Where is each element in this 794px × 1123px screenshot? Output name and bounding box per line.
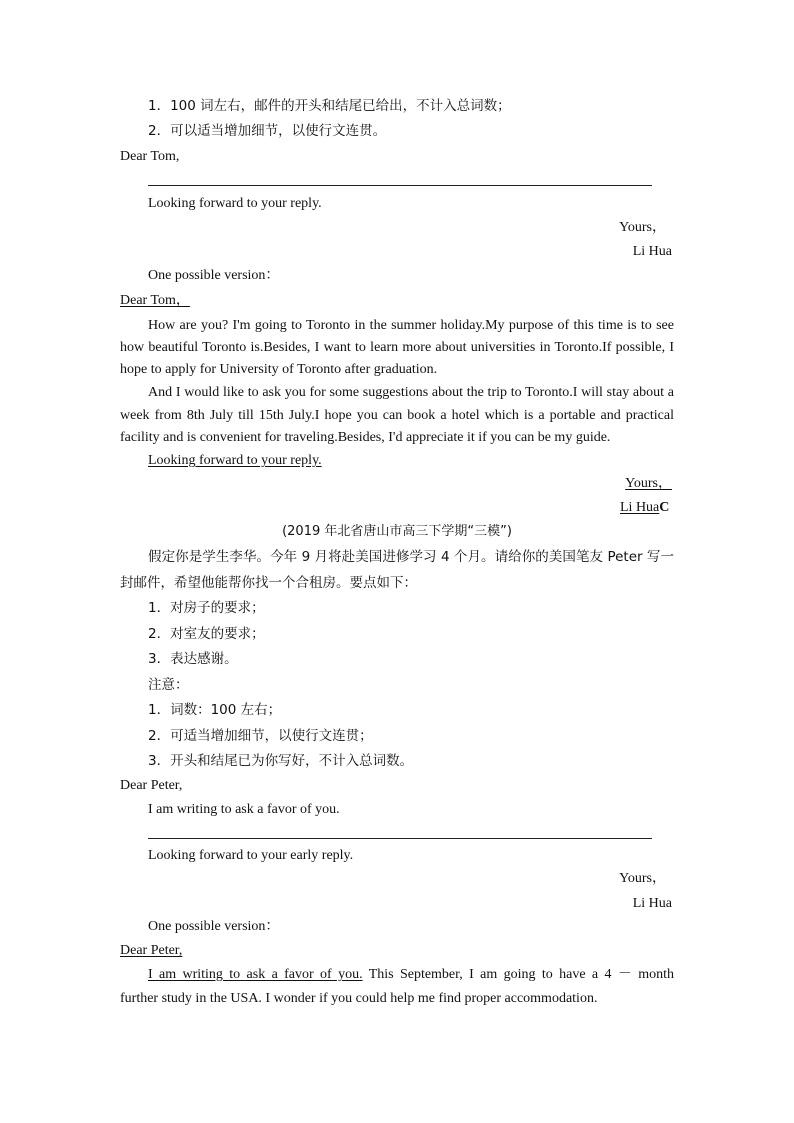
part2-greeting: Dear Peter, [120,778,183,793]
sample1-sign-yours: Yours， [625,476,672,491]
sample1-line: week from 8th July till 15th July.I hope you can book a hotel which is a portable and practical [120,408,674,423]
part2-opening: I am writing to ask a favor of you. [148,802,340,817]
sample1-line: How are you? I'm going to Toronto in the summer holiday.My purpose of this time is to see [148,318,674,333]
sample1-greeting: Dear Tom， [120,293,190,308]
part2-task-line: 封邮件，希望他能帮你找一个合租房。要点如下： [120,575,417,591]
sample1-line: facility and is convenient for traveling.Besides, I'd appreciate it if you can be my guide. [120,430,611,445]
part2-point-2: 2．对室友的要求； [148,626,265,642]
part1-sign-name: Li Hua [632,244,672,259]
part2-sign-name: Li Hua [632,896,672,911]
sample1-line: hope to apply for University of Toronto after graduation. [120,362,438,377]
part2-note-head: 注意： [148,677,189,693]
sample2-line: I am writing to ask a favor of you. This September, I am going to have a 4 － month [148,967,674,982]
sample1-line: how beautiful Toronto is.Besides, I want to learn more about universities in Toronto.If possible, I [120,340,674,355]
sample1-closing: Looking forward to your reply. [148,453,322,468]
part2-point-1: 1．对房子的要求； [148,600,265,616]
part1-sign-yours: Yours， [619,220,666,235]
sample2-intro: One possible version： [148,919,280,934]
part2-source: (2019 年北省唐山市高三下学期“三模”) [282,524,512,539]
part2-note-3: 3．开头和结尾已为你写好，不计入总词数。 [148,753,414,769]
sample1-sign-name: Li HuaC [620,500,670,515]
part1-greeting: Dear Tom, [120,149,180,164]
sample1-line: And I would like to ask you for some suggestions about the trip to Toronto.I will stay about a [148,385,674,400]
section-marker: C [659,500,670,515]
writing-blank-line [148,185,652,186]
part2-point-3: 3．表达感谢。 [148,651,238,667]
part2-note-1: 1．词数：100 左右； [148,702,282,718]
part1-note-2: 2．可以适当增加细节，以使行文连贯。 [148,123,387,139]
part2-sign-yours: Yours， [619,871,666,886]
part2-task-line: 假定你是学生李华。今年 9 月将赴美国进修学习 4 个月。请给你的美国笔友 Peter 写一 [148,549,674,565]
sample1-intro: One possible version： [148,268,280,283]
sample2-line: further study in the USA. I wonder if you could help me find proper accommodation. [120,991,598,1006]
writing-blank-line [148,838,652,839]
part1-closing-line: Looking forward to your reply. [148,196,322,211]
part1-note-1: 1．100 词左右，邮件的开头和结尾已给出，不计入总词数； [148,98,511,114]
part2-note-2: 2．可适当增加细节，以使行文连贯； [148,728,373,744]
sample2-greeting: Dear Peter, [120,943,183,958]
part2-closing-line: Looking forward to your early reply. [148,848,354,863]
